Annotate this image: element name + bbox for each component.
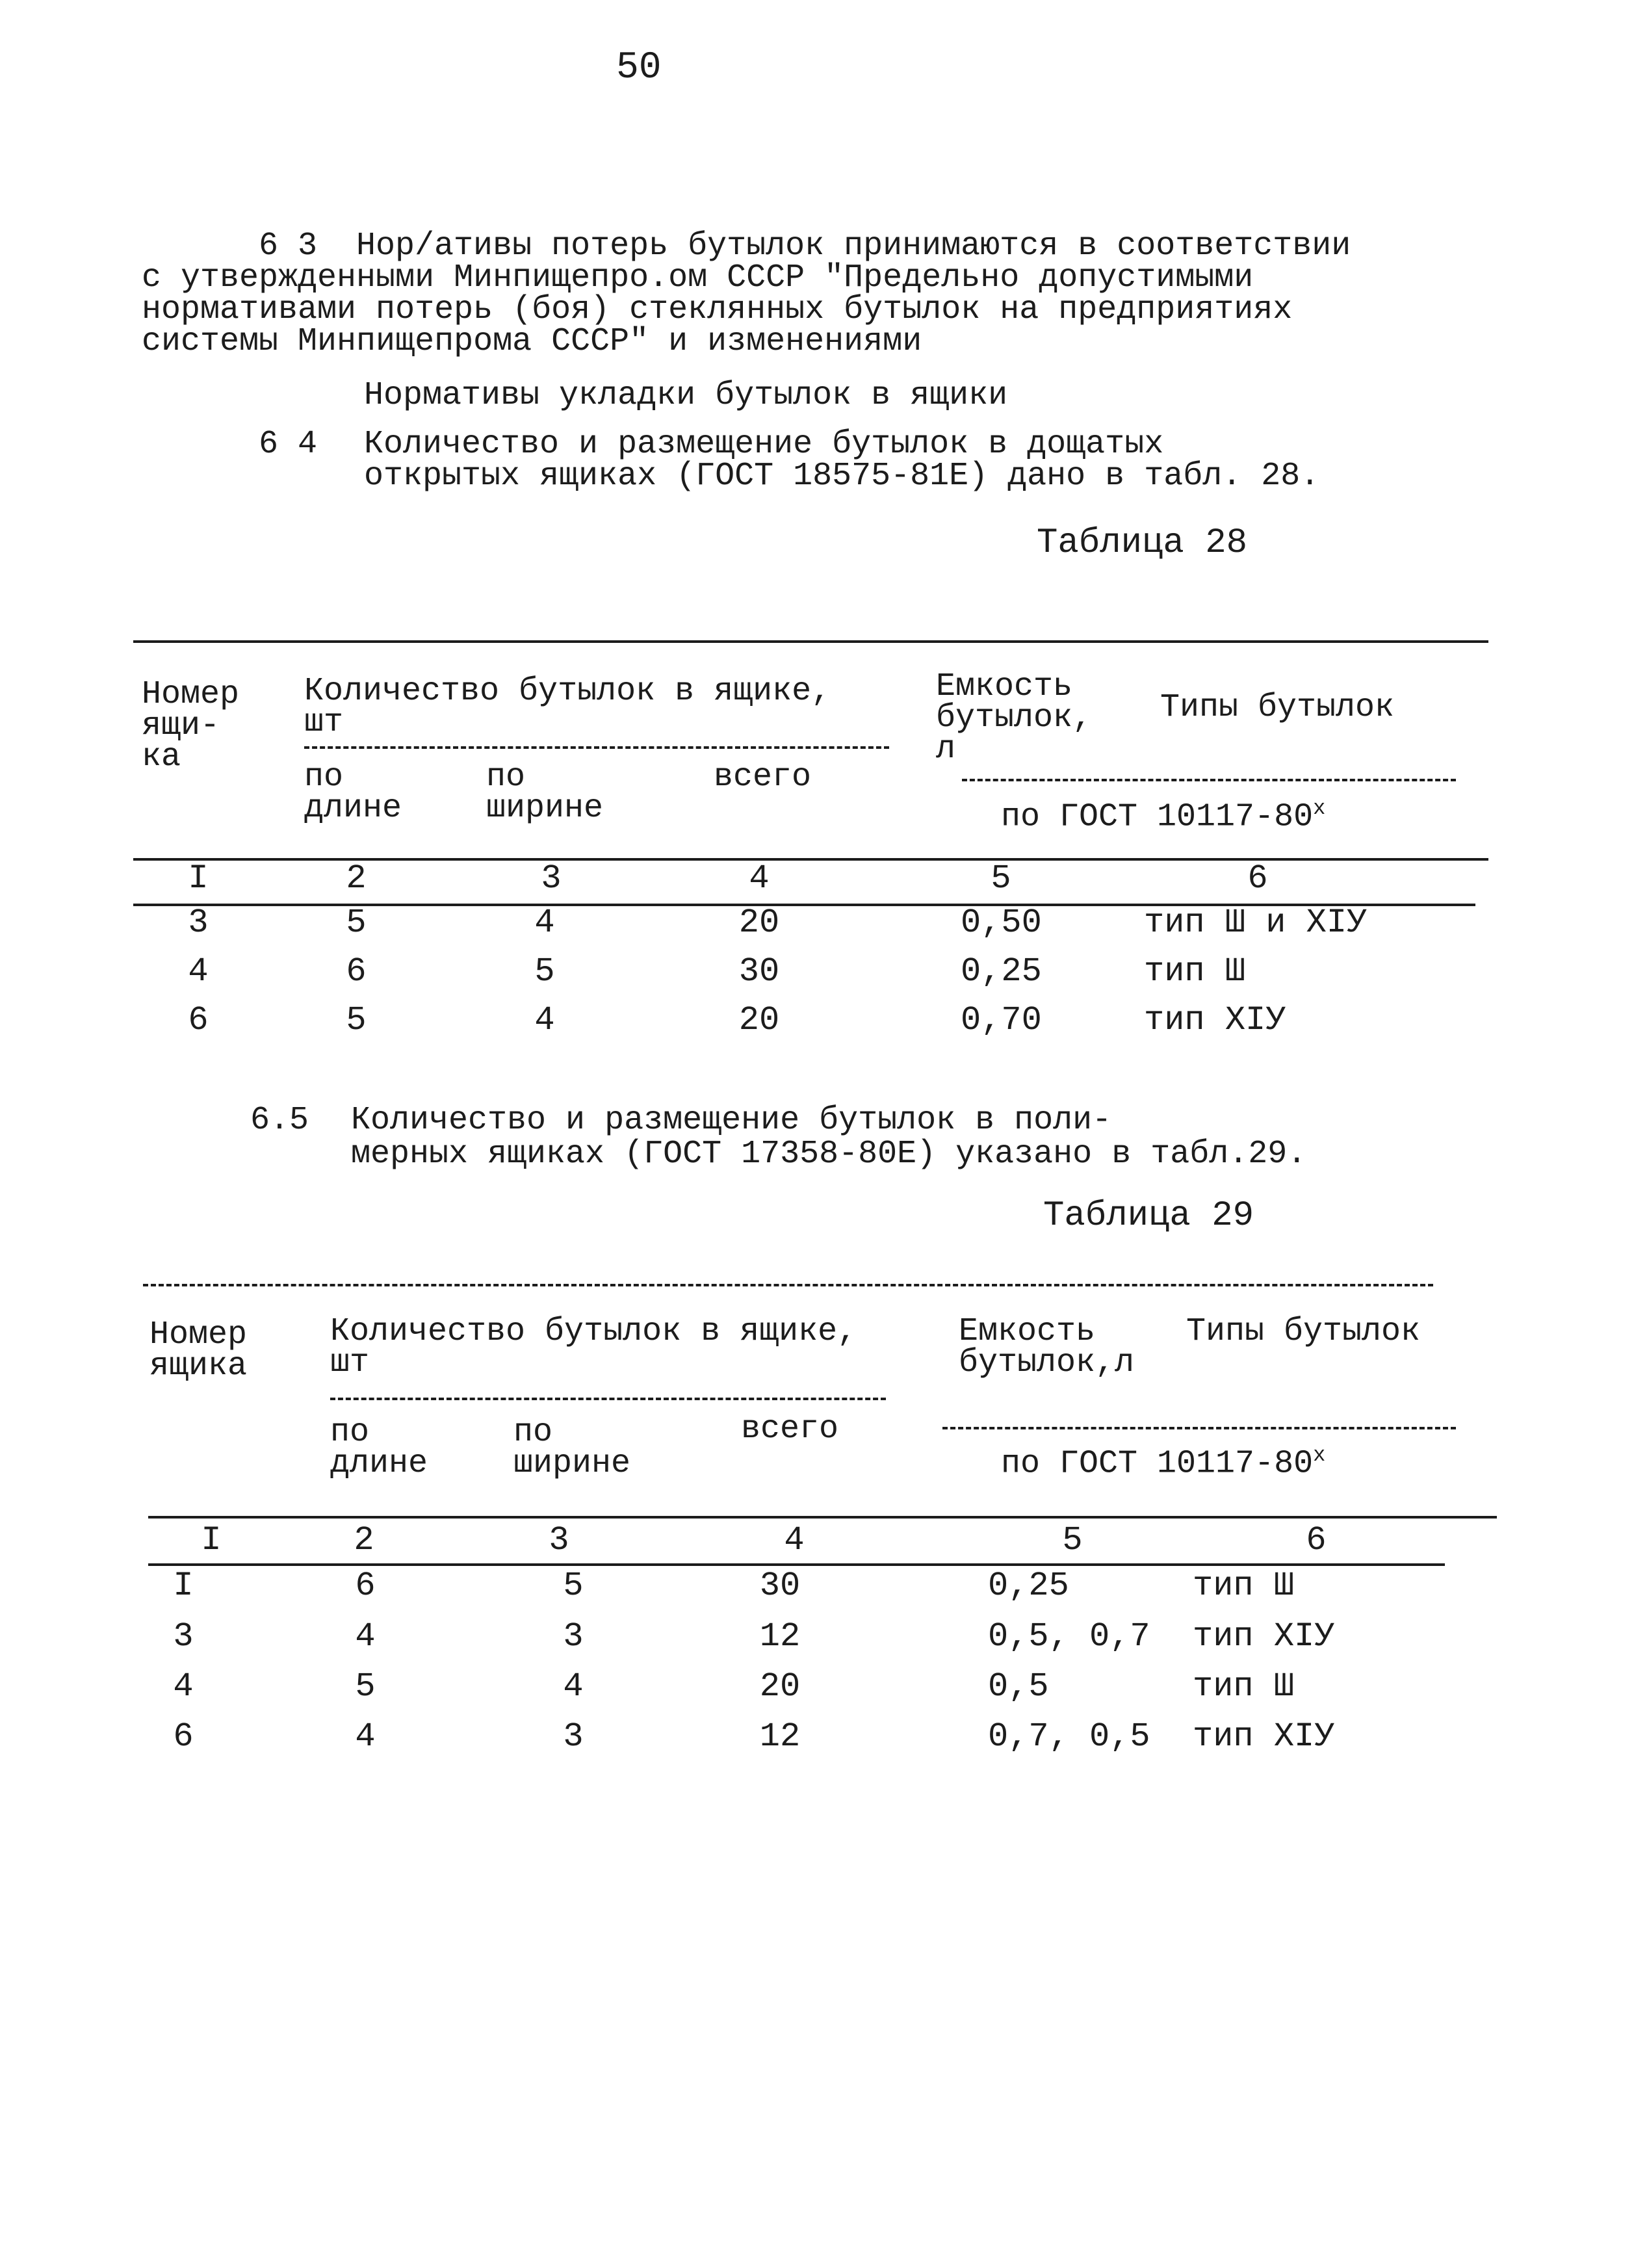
table-29-types-rule [942, 1427, 1456, 1429]
table-28-standard-text: по ГОСТ 10117-80 [1001, 798, 1314, 836]
table-28-header-quantity: Количество бутылок в ящике, шт [304, 673, 831, 741]
table-28-r3-c2: 5 [346, 1001, 367, 1039]
section-6-3-line-2: с утвержденными Минпищепро.ом СССР "Предельно допустимыми [142, 259, 1254, 296]
table-29-r4-c3: 3 [563, 1717, 584, 1756]
table-28-r2-c6: тип Ш [1144, 952, 1246, 991]
table-29-header-types: Типы бутылок [1186, 1313, 1421, 1350]
table-28-colnum-1: I [188, 859, 209, 898]
table-29-r4-c5: 0,7, 0,5 [988, 1717, 1150, 1756]
table-28-r2-c5: 0,25 [961, 952, 1042, 991]
table-28-r1-c4: 20 [738, 904, 780, 942]
table-29-caption: Таблица 29 [1043, 1196, 1254, 1236]
table-28-r3-c3: 4 [534, 1001, 555, 1039]
table-28-r2-c2: 6 [346, 952, 367, 991]
table-29-header-width: по ширине [513, 1414, 631, 1482]
table-28-header-types: Типы бутылок [1160, 689, 1395, 726]
table-28-colnum-4: 4 [749, 859, 770, 898]
table-29-header-quantity: Количество бутылок в ящике, шт [330, 1313, 857, 1381]
table-28-colnum-2: 2 [346, 859, 367, 898]
table-28-r1-c2: 5 [346, 904, 367, 942]
table-28-r3-c5: 0,70 [961, 1001, 1042, 1039]
table-29-r1-c1: I [173, 1567, 194, 1605]
table-29-header-capacity: Емкость бутылок,л [959, 1313, 1135, 1381]
section-6-4-line-1: Количество и размещение бутылок в дощатых [364, 426, 1164, 463]
table-28-header-total: всего [714, 759, 812, 796]
table-29-r4-c4: 12 [759, 1717, 801, 1756]
table-28-header-box-number: Номер ящи- ка [142, 676, 240, 776]
table-28-r1-c1: 3 [188, 904, 209, 942]
table-28-header-standard [1001, 793, 1326, 836]
table-28-r2-c1: 4 [188, 952, 209, 991]
table-29-colnum-4: 4 [784, 1521, 805, 1559]
table-29-header-standard [1001, 1440, 1326, 1483]
table-29-header-rule [148, 1516, 1497, 1519]
table-29-colnum-3: 3 [549, 1521, 569, 1559]
table-29-numbers-rule [148, 1563, 1445, 1566]
table-28-standard-mark: х [1313, 796, 1326, 820]
table-28-colnum-6: 6 [1247, 859, 1268, 898]
table-28-types-rule [962, 779, 1456, 781]
table-29-r3-c5: 0,5 [988, 1667, 1049, 1706]
table-28-r1-c5: 0,50 [961, 904, 1042, 942]
table-29-r3-c6: тип Ш [1193, 1667, 1295, 1706]
table-28-header-width: по ширине [486, 759, 604, 827]
table-29-standard-text: по ГОСТ 10117-80 [1001, 1445, 1314, 1483]
table-29-quantity-rule [330, 1398, 886, 1400]
table-28-colnum-3: 3 [541, 859, 562, 898]
table-28-top-rule [133, 640, 1488, 643]
table-28-r3-c6: тип ХIУ [1144, 1001, 1286, 1039]
table-28-caption: Таблица 28 [1037, 523, 1248, 563]
table-29-r3-c1: 4 [173, 1667, 194, 1706]
table-29-colnum-6: 6 [1306, 1521, 1327, 1559]
section-6-3-line-4: системы Минпищепрома СССР" и изменениями [142, 323, 922, 360]
table-28-r1-c3: 4 [534, 904, 555, 942]
table-29-r2-c4: 12 [759, 1617, 801, 1656]
table-29-r1-c3: 5 [563, 1567, 584, 1605]
table-28-r1-c6: тип Ш и ХIУ [1144, 904, 1368, 942]
table-29-r3-c2: 5 [355, 1667, 376, 1706]
table-28-colnum-5: 5 [991, 859, 1011, 898]
table-29-colnum-2: 2 [354, 1521, 374, 1559]
table-28-header-length: по длине [304, 759, 402, 827]
table-29-header-box-number: Номер ящика [149, 1316, 248, 1385]
section-6-5-line-2: мерных ящиках (ГОСТ 17358-80Е) указано в табл.29. [351, 1136, 1307, 1173]
table-28-header-rule [133, 858, 1488, 861]
table-29-r1-c2: 6 [355, 1567, 376, 1605]
table-29-r3-c4: 20 [759, 1667, 801, 1706]
table-29-r4-c2: 4 [355, 1717, 376, 1756]
table-28-r2-c4: 30 [738, 952, 780, 991]
table-28-header-capacity: Емкость бутылок, л [936, 668, 1093, 768]
table-29-r4-c1: 6 [173, 1717, 194, 1756]
table-29-header-length: по длине [330, 1414, 428, 1482]
table-29-r2-c6: тип ХIУ [1193, 1617, 1335, 1656]
page-number: 50 [616, 47, 662, 89]
table-29-r2-c1: 3 [173, 1617, 194, 1656]
section-6-4-line-2: открытых ящиках (ГОСТ 18575-81Е) дано в табл. 28. [364, 458, 1320, 495]
table-29-r3-c3: 4 [563, 1667, 584, 1706]
table-28-r3-c1: 6 [188, 1001, 209, 1039]
table-28-r2-c3: 5 [534, 952, 555, 991]
table-29-r4-c6: тип ХIУ [1193, 1717, 1335, 1756]
table-29-r1-c6: тип Ш [1193, 1567, 1295, 1605]
table-29-r2-c2: 4 [355, 1617, 376, 1656]
table-29-standard-mark: х [1313, 1443, 1326, 1467]
table-29-r2-c5: 0,5, 0,7 [988, 1617, 1150, 1656]
section-6-4-number: 6 4 [259, 426, 318, 463]
table-29-r2-c3: 3 [563, 1617, 584, 1656]
table-29-colnum-1: I [201, 1521, 222, 1559]
section-6-5-number: 6.5 [250, 1102, 309, 1139]
table-29-r1-c5: 0,25 [988, 1567, 1069, 1605]
table-29-top-rule [143, 1284, 1433, 1286]
section-6-5-line-1: Количество и размещение бутылок в поли- [351, 1102, 1112, 1139]
table-28-r3-c4: 20 [738, 1001, 780, 1039]
table-29-colnum-5: 5 [1062, 1521, 1083, 1559]
section-heading: Нормативы укладки бутылок в ящики [364, 377, 1008, 414]
table-29-header-total: всего [741, 1411, 839, 1448]
table-28-quantity-rule [304, 746, 889, 749]
section-6-3-line-1: 6 3 Нор/ативы потерь бутылок принимаются в соответствии [259, 228, 1351, 265]
table-29-r1-c4: 30 [759, 1567, 801, 1605]
section-6-3-line-3: нормативами потерь (боя) стеклянных бутылок на предприятиях [142, 291, 1293, 328]
